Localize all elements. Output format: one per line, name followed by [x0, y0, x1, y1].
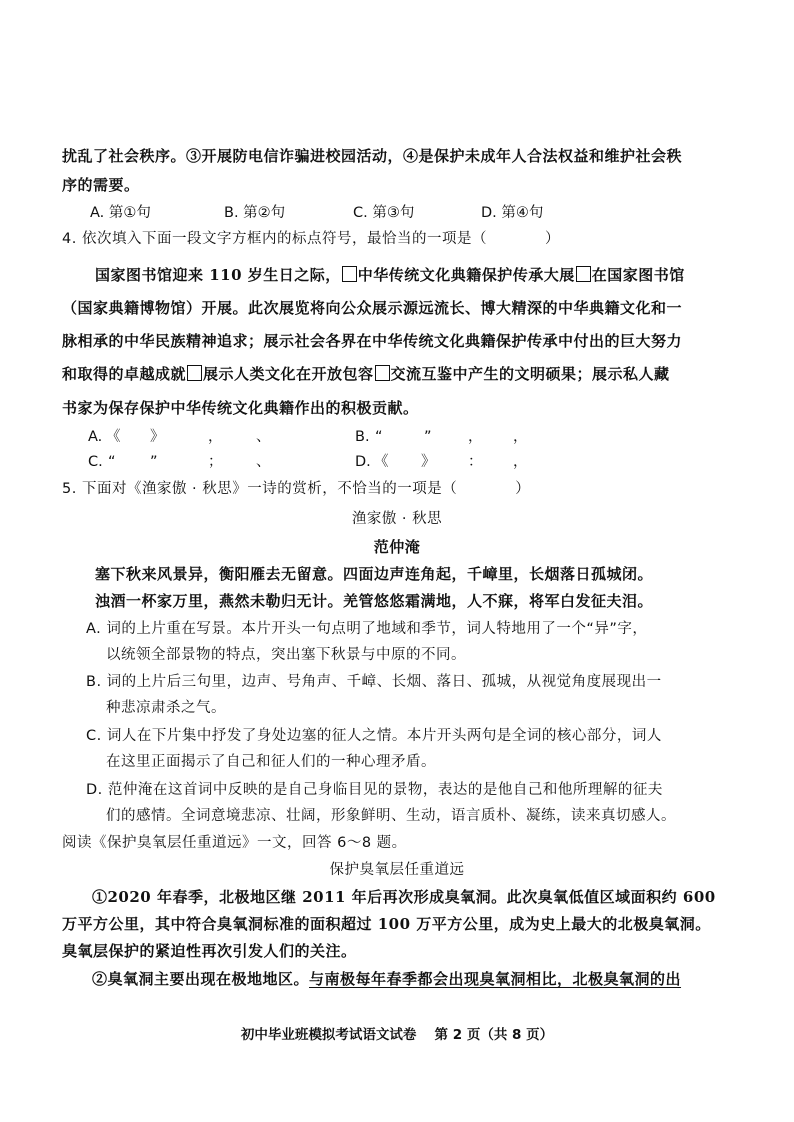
q5-option-a: A. 词的上片重在写景。本片开头一句点明了地域和季节，词人特地用了一个“异”字，: [86, 621, 648, 637]
q5-option-d: D. 范仲淹在这首词中反映的是自己身临目见的景物，表达的是他自己和他所理解的征夫: [86, 782, 663, 798]
q5-option-b: B. 词的上片后三句里，边声、号角声、千嶂、长烟、落日、孤城，从视觉角度展现出一: [86, 674, 662, 690]
stem-text: 4. 依次填入下面一段文字方框内的标点符号，最恰当的一项是（: [62, 231, 487, 247]
question-5-stem: [62, 479, 530, 499]
poem-author: 范仲淹: [373, 538, 421, 556]
q4-option-a-mark3: ，: [208, 429, 223, 445]
article-title: 保护臭氧层任重道远: [329, 862, 465, 878]
q4-option-b-mark3: ，: [468, 429, 483, 445]
poem-title: 渔家傲 · 秋思: [351, 511, 443, 527]
option-d: D. 第④句: [481, 205, 544, 221]
article-paragraph: 臭氧层保护的紧迫性再次引发人们的关注。: [62, 942, 357, 960]
q4-option-a-mark2: 》: [150, 429, 165, 445]
text-segment: 中华传统文化典籍保护传承大展: [357, 266, 575, 284]
text-line: 序的需要。: [62, 176, 140, 194]
poem-line: 塞下秋来风景异，衡阳雁去无留意。四面边声连角起，千嶂里，长烟落日孤城闭。: [95, 565, 654, 583]
q4-option-d-mark1: 《: [374, 454, 389, 470]
q4-option-b-mark2: ”: [424, 429, 432, 445]
option-c: C. 第③句: [353, 205, 415, 221]
q4-option-d-mark4: ，: [513, 454, 528, 470]
q4-paragraph-line: 脉相承的中华民族精神追求；展示社会各界在中华传统文化典籍保护传承中付出的巨大努力: [62, 332, 683, 350]
q4-option-b-mark1: “: [375, 429, 383, 445]
punctuation-box: [187, 365, 202, 381]
q4-option-c-label: C.: [88, 454, 103, 470]
punctuation-box: [576, 266, 591, 282]
q4-paragraph-line: [95, 265, 685, 285]
page-footer: 初中毕业班模拟考试语文试卷 第 2 页（共 8 页）: [240, 1027, 554, 1043]
article-paragraph: ①2020 年春季，北极地区继 2011 年后再次形成臭氧洞。此次臭氧低值区域面积约 600: [92, 888, 716, 906]
stem-end: ）: [544, 231, 560, 247]
q5-option-a-cont: 以统领全部景物的特点，突出塞下秋景与中原的不同。: [106, 647, 466, 663]
text-line: 扰乱了社会秩序。③开展防电信诈骗进校园活动，④是保护未成年人合法权益和维护社会秩: [62, 147, 683, 165]
question-4-stem: [62, 229, 560, 249]
text-segment: 在国家图书馆: [591, 266, 685, 284]
text-segment: 展示人类文化在开放包容: [203, 365, 374, 383]
option-a: A. 第①句: [90, 205, 151, 221]
q4-option-b-mark4: ，: [513, 429, 528, 445]
article-paragraph: 万平方公里，其中符合臭氧洞标准的面积超过 100 万平方公里，成为史上最大的北极臭氧洞。: [62, 915, 711, 933]
article-paragraph: [92, 969, 681, 989]
q4-option-a-label: A.: [88, 429, 103, 445]
q4-option-d-mark3: ：: [468, 454, 483, 470]
q5-option-b-cont: 种悲凉肃杀之气。: [106, 700, 226, 716]
text-segment: 国家图书馆迎来 110 岁生日之际，: [95, 266, 341, 284]
q5-option-c: C. 词人在下片集中抒发了身处边塞的征人之情。本片开头两句是全词的核心部分，词人: [86, 728, 662, 744]
reading-intro: 阅读《保护臭氧层任重道远》一文，回答 6～8 题。: [62, 835, 407, 851]
text-segment: ②臭氧洞主要出现在极地地区。: [92, 970, 310, 988]
q4-option-d-mark2: 》: [421, 454, 436, 470]
text-segment: 和取得的卓越成就: [62, 365, 187, 383]
punctuation-box: [342, 266, 357, 282]
punctuation-box: [375, 365, 390, 381]
q4-option-a-mark4: 、: [256, 429, 271, 445]
q4-option-d-label: D.: [355, 454, 371, 470]
q4-option-c-mark3: ；: [208, 454, 223, 470]
q4-option-c-mark2: ”: [150, 454, 158, 470]
q4-paragraph-line: （国家典籍博物馆）开展。此次展览将向公众展示源远流长、博大精深的中华典籍文化和一: [62, 299, 683, 317]
q4-option-c-mark1: “: [108, 454, 116, 470]
q4-option-b-label: B.: [355, 429, 370, 445]
underlined-sentence: 与南极每年春季都会出现臭氧洞相比，北极臭氧洞的出: [309, 970, 682, 988]
q4-paragraph-line: [62, 364, 670, 384]
stem-text: 5. 下面对《渔家傲 · 秋思》一诗的赏析，不恰当的一项是（: [62, 481, 458, 497]
q4-option-c-mark4: 、: [256, 454, 271, 470]
stem-end: ）: [515, 481, 531, 497]
text-segment: 交流互鉴中产生的文明硕果；展示私人藏: [390, 365, 670, 383]
q5-option-d-cont: 们的感情。全词意境悲凉、壮阔，形象鲜明、生动，语言质朴、凝练，读来真切感人。: [106, 808, 676, 824]
option-b: B. 第②句: [224, 205, 286, 221]
q5-option-c-cont: 在这里正面揭示了自己和征人们的一种心理矛盾。: [106, 754, 436, 770]
q4-option-a-mark1: 《: [106, 429, 121, 445]
poem-line: 浊酒一杯家万里，燕然未勒归无计。羌管悠悠霜满地，人不寐，将军白发征夫泪。: [95, 592, 654, 610]
q4-paragraph-line: 书家为保存保护中华传统文化典籍作出的积极贡献。: [62, 399, 419, 417]
